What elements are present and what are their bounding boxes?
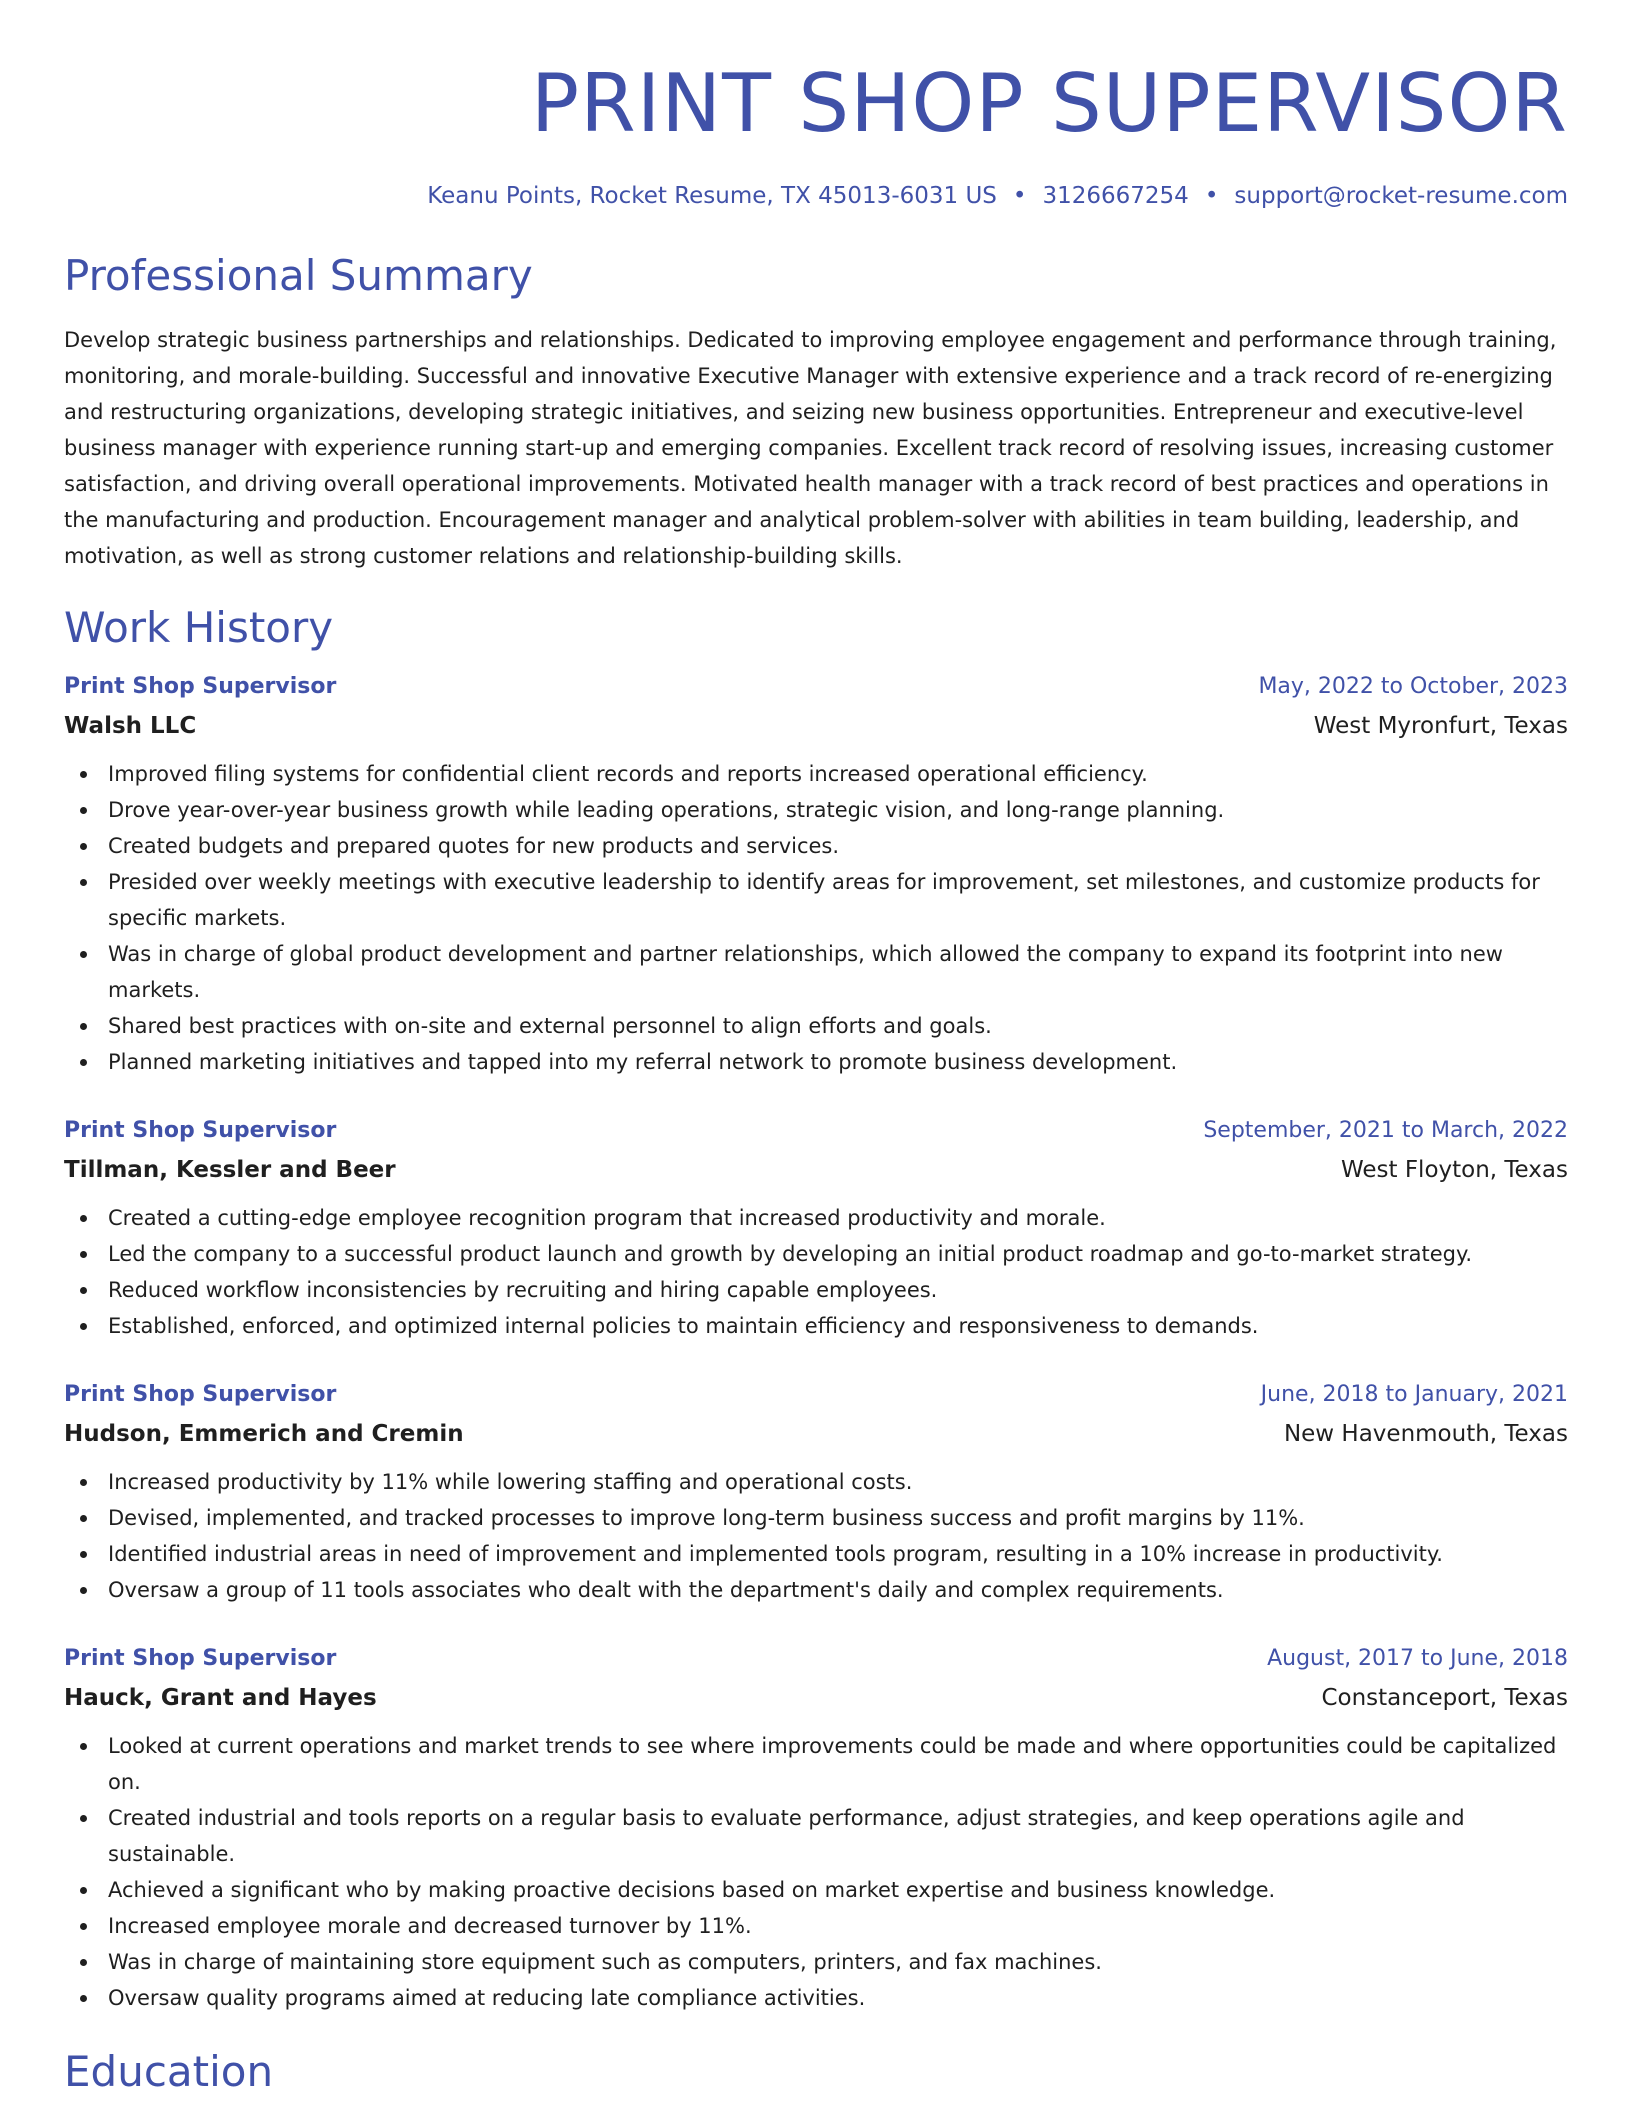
job-bullet: Planned marketing initiatives and tapped into my referral network to promote business development.	[64, 1044, 1568, 1080]
work-history-heading: Work History	[64, 603, 334, 652]
job-company-row	[64, 1150, 1568, 1190]
job-dates: May, 2022 to October, 2023	[1258, 674, 1568, 699]
contact-separator: •	[1012, 183, 1027, 209]
summary-heading: Professional Summary	[64, 251, 533, 300]
job-bullet: Reduced workflow inconsistencies by recruiting and hiring capable employees.	[64, 1272, 1568, 1308]
contact-email: support@rocket-resume.com	[1234, 183, 1568, 209]
job-bullets	[64, 1464, 1568, 1608]
job-location: West Myronfurt, Texas	[1313, 713, 1568, 739]
job-company: Hauck, Grant and Hayes	[64, 1685, 377, 1711]
job-title-row	[64, 1376, 1568, 1414]
job-company-row	[64, 1678, 1568, 1718]
job-entry	[64, 1376, 1568, 1608]
job-location: Constanceport, Texas	[1321, 1685, 1568, 1711]
job-title: Print Shop Supervisor	[64, 1118, 337, 1143]
job-title: Print Shop Supervisor	[64, 1646, 337, 1671]
job-bullet: Oversaw a group of 11 tools associates who dealt with the department's daily and complex requirements.	[64, 1572, 1568, 1608]
job-bullets	[64, 1200, 1568, 1344]
job-bullet: Improved filing systems for confidential client records and reports increased operational efficiency.	[64, 756, 1568, 792]
job-bullet: Created a cutting-edge employee recognition program that increased productivity and morale.	[64, 1200, 1568, 1236]
summary-text: Develop strategic business partnerships and relationships. Dedicated to improving employee engagement and performance through training, monitoring, and morale-building. Successful and innovative Executive Manager with extensive experience and a track record of re-energizing and restructuring organizations, developing strategic initiatives, and seizing new business opportunities. Entrepreneur and executive-level business manager with experience running start-up and emerging companies. Excellent track record of resolving issues, increasing customer satisfaction, and driving overall operational improvements. Motivated health manager with a track record of best practices and operations in the manufacturing and production. Encouragement manager and analytical problem-solver with abilities in team building, leadership, and motivation, as well as strong customer relations and relationship-building skills.	[64, 328, 1557, 568]
job-bullet: Was in charge of global product development and partner relationships, which allowed the company to expand its footprint into new markets.	[64, 936, 1568, 1008]
job-bullet: Was in charge of maintaining store equipment such as computers, printers, and fax machines.	[64, 1944, 1568, 1980]
job-company: Walsh LLC	[64, 713, 197, 739]
job-bullet: Created budgets and prepared quotes for new products and services.	[64, 828, 1568, 864]
contact-line	[64, 180, 1568, 212]
job-bullet: Oversaw quality programs aimed at reducing late compliance activities.	[64, 1980, 1568, 2016]
job-bullet: Led the company to a successful product launch and growth by developing an initial product roadmap and go-to-market strategy.	[64, 1236, 1568, 1272]
job-bullet: Presided over weekly meetings with executive leadership to identify areas for improvement, set milestones, and customize products for specific markets.	[64, 864, 1568, 936]
job-dates: June, 2018 to January, 2021	[1260, 1382, 1568, 1407]
job-dates: August, 2017 to June, 2018	[1267, 1646, 1568, 1671]
contact-separator: •	[1204, 183, 1219, 209]
candidate-name: PRINT SHOP SUPERVISOR	[530, 57, 1568, 150]
resume-page	[64, 0, 1568, 2098]
job-entry	[64, 1640, 1568, 2016]
job-company: Hudson, Emmerich and Cremin	[64, 1421, 464, 1447]
job-bullet: Achieved a significant who by making proactive decisions based on market expertise and business knowledge.	[64, 1872, 1568, 1908]
job-company-row	[64, 1414, 1568, 1454]
job-bullet: Shared best practices with on-site and external personnel to align efforts and goals.	[64, 1008, 1568, 1044]
job-bullet: Looked at current operations and market trends to see where improvements could be made and where opportunities could be capitalized on.	[64, 1728, 1568, 1800]
job-bullets	[64, 1728, 1568, 2016]
job-bullet: Increased productivity by 11% while lowering staffing and operational costs.	[64, 1464, 1568, 1500]
job-bullet: Increased employee morale and decreased turnover by 11%.	[64, 1908, 1568, 1944]
job-bullets	[64, 756, 1568, 1080]
job-title: Print Shop Supervisor	[64, 1382, 337, 1407]
job-bullet: Established, enforced, and optimized internal policies to maintain efficiency and responsiveness to demands.	[64, 1308, 1568, 1344]
job-location: New Havenmouth, Texas	[1283, 1421, 1568, 1447]
job-entry	[64, 668, 1568, 1080]
contact-address: Keanu Points, Rocket Resume, TX 45013-6031 US	[427, 183, 997, 209]
work-history-list	[64, 668, 1568, 2016]
job-company: Tillman, Kessler and Beer	[64, 1157, 396, 1183]
job-company-row	[64, 706, 1568, 746]
education-heading: Education	[64, 2047, 274, 2096]
job-bullet: Devised, implemented, and tracked processes to improve long-term business success and profit margins by 11%.	[64, 1500, 1568, 1536]
job-bullet: Created industrial and tools reports on a regular basis to evaluate performance, adjust strategies, and keep operations agile and sustainable.	[64, 1800, 1568, 1872]
job-bullet: Identified industrial areas in need of improvement and implemented tools program, resulting in a 10% increase in productivity.	[64, 1536, 1568, 1572]
job-title-row	[64, 1640, 1568, 1678]
job-title-row	[64, 1112, 1568, 1150]
job-title: Print Shop Supervisor	[64, 674, 337, 699]
job-dates: September, 2021 to March, 2022	[1203, 1118, 1568, 1143]
job-location: West Floyton, Texas	[1340, 1157, 1568, 1183]
job-title-row	[64, 668, 1568, 706]
job-entry	[64, 1112, 1568, 1344]
contact-phone: 3126667254	[1042, 183, 1189, 209]
job-bullet: Drove year-over-year business growth while leading operations, strategic vision, and long-range planning.	[64, 792, 1568, 828]
